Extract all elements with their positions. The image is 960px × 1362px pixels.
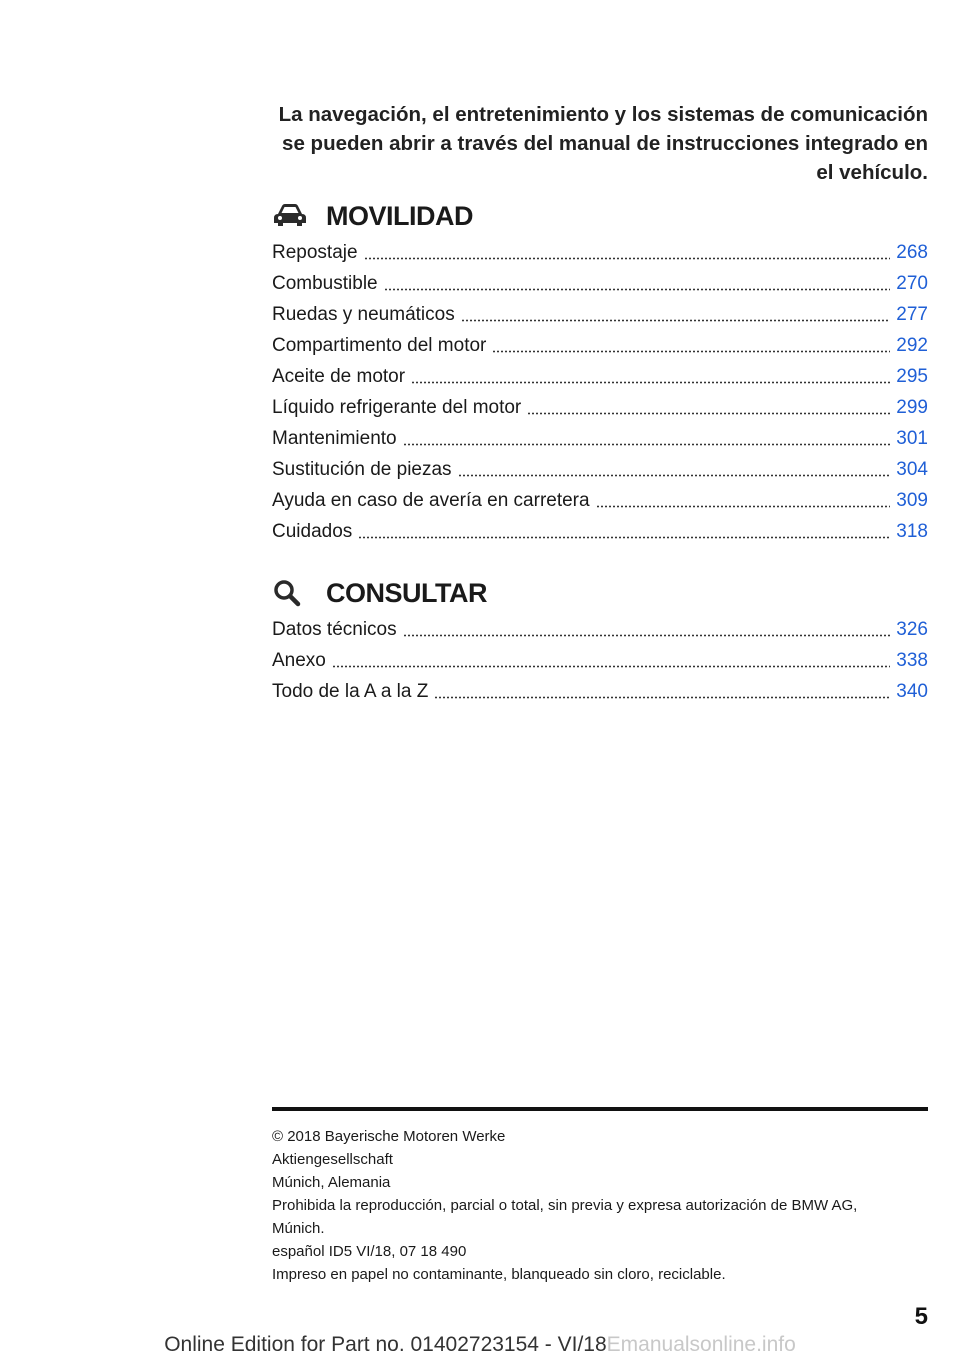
toc-item-label: Ruedas y neumáticos bbox=[272, 304, 455, 325]
toc-page-link[interactable]: 268 bbox=[896, 242, 928, 263]
imprint-block bbox=[272, 1125, 912, 1286]
toc-item-liquido[interactable] bbox=[272, 389, 928, 420]
toc-item-label: Compartimento del motor bbox=[272, 335, 487, 356]
watermark-text: Emanualsonline.info bbox=[606, 1333, 796, 1356]
toc-item-datos-tecnicos[interactable] bbox=[272, 611, 928, 642]
intro-note: La navegación, el entretenimiento y los sistemas de comunicación se pueden abrir a través del manual de instrucciones integrado en el vehículo. bbox=[278, 103, 928, 184]
car-icon bbox=[272, 200, 312, 232]
toc-item-label: Líquido refrigerante del motor bbox=[272, 397, 522, 418]
toc-item-label: Anexo bbox=[272, 650, 326, 671]
toc-item-label: Repostaje bbox=[272, 242, 358, 263]
toc-item-label: Datos técnicos bbox=[272, 619, 397, 640]
divider-rule bbox=[272, 1107, 928, 1111]
toc-item-repostaje[interactable] bbox=[272, 234, 928, 265]
imprint-line: Prohibida la reproducción, parcial o total, sin previa y expresa autorización de BMW AG, bbox=[272, 1197, 858, 1214]
toc-item-label: Aceite de motor bbox=[272, 366, 406, 387]
imprint-line: © 2018 Bayerische Motoren Werke bbox=[272, 1128, 506, 1145]
dot-leader bbox=[411, 381, 890, 384]
toc-item-label: Mantenimiento bbox=[272, 428, 397, 449]
toc-item-ruedas[interactable] bbox=[272, 296, 928, 327]
toc-item-label: Cuidados bbox=[272, 521, 353, 542]
imprint-line: español ID5 VI/18, 07 18 490 bbox=[272, 1243, 467, 1260]
toc-page-link[interactable]: 299 bbox=[896, 397, 928, 418]
dot-leader bbox=[332, 665, 890, 668]
toc-item-label: Todo de la A a la Z bbox=[272, 681, 429, 702]
section-title: CONSULTAR bbox=[326, 577, 487, 608]
toc-item-aceite[interactable] bbox=[272, 358, 928, 389]
toc-page-link[interactable]: 277 bbox=[896, 304, 928, 325]
dot-leader bbox=[527, 412, 890, 415]
toc-item-mantenimiento[interactable] bbox=[272, 420, 928, 451]
toc-list-consultar bbox=[272, 611, 928, 704]
toc-item-todo-a-z[interactable] bbox=[272, 673, 928, 704]
toc-page-link[interactable]: 326 bbox=[896, 619, 928, 640]
toc-item-compartimento[interactable] bbox=[272, 327, 928, 358]
imprint-line: Múnich. bbox=[272, 1220, 325, 1237]
dot-leader bbox=[458, 474, 891, 477]
toc-item-label: Combustible bbox=[272, 273, 378, 294]
dot-leader bbox=[358, 536, 890, 539]
imprint-line: Múnich, Alemania bbox=[272, 1174, 391, 1191]
toc-list-movilidad bbox=[272, 234, 928, 544]
imprint-line: Aktiengesellschaft bbox=[272, 1151, 393, 1168]
dot-leader bbox=[461, 319, 891, 322]
toc-page-link[interactable]: 309 bbox=[896, 490, 928, 511]
dot-leader bbox=[403, 634, 891, 637]
dot-leader bbox=[434, 696, 890, 699]
toc-page-link[interactable]: 295 bbox=[896, 366, 928, 387]
toc-page-link[interactable]: 340 bbox=[896, 681, 928, 702]
toc-page-link[interactable]: 292 bbox=[896, 335, 928, 356]
dot-leader bbox=[403, 443, 891, 446]
section-header-consultar bbox=[272, 573, 932, 613]
imprint-line: Impreso en papel no contaminante, blanqueado sin cloro, reciclable. bbox=[272, 1266, 726, 1283]
dot-leader bbox=[596, 505, 891, 508]
section-header-movilidad bbox=[272, 196, 932, 236]
dot-leader bbox=[492, 350, 890, 353]
toc-item-sustitucion[interactable] bbox=[272, 451, 928, 482]
toc-item-anexo[interactable] bbox=[272, 642, 928, 673]
toc-page-link[interactable]: 338 bbox=[896, 650, 928, 671]
toc-item-cuidados[interactable] bbox=[272, 513, 928, 544]
footer bbox=[0, 1333, 960, 1357]
toc-page-link[interactable]: 301 bbox=[896, 428, 928, 449]
toc-page-link[interactable]: 318 bbox=[896, 521, 928, 542]
toc-page-link[interactable]: 304 bbox=[896, 459, 928, 480]
edition-text: Online Edition for Part no. 01402723154 - VI/18 bbox=[164, 1333, 607, 1356]
dot-leader bbox=[364, 257, 891, 260]
toc-page-link[interactable]: 270 bbox=[896, 273, 928, 294]
page-number: 5 bbox=[914, 1303, 928, 1330]
dot-leader bbox=[384, 288, 891, 291]
toc-item-label: Sustitución de piezas bbox=[272, 459, 452, 480]
toc-item-label: Ayuda en caso de avería en carretera bbox=[272, 490, 590, 511]
toc-item-combustible[interactable] bbox=[272, 265, 928, 296]
section-title: MOVILIDAD bbox=[326, 200, 473, 231]
search-icon bbox=[272, 577, 312, 609]
toc-item-ayuda[interactable] bbox=[272, 482, 928, 513]
